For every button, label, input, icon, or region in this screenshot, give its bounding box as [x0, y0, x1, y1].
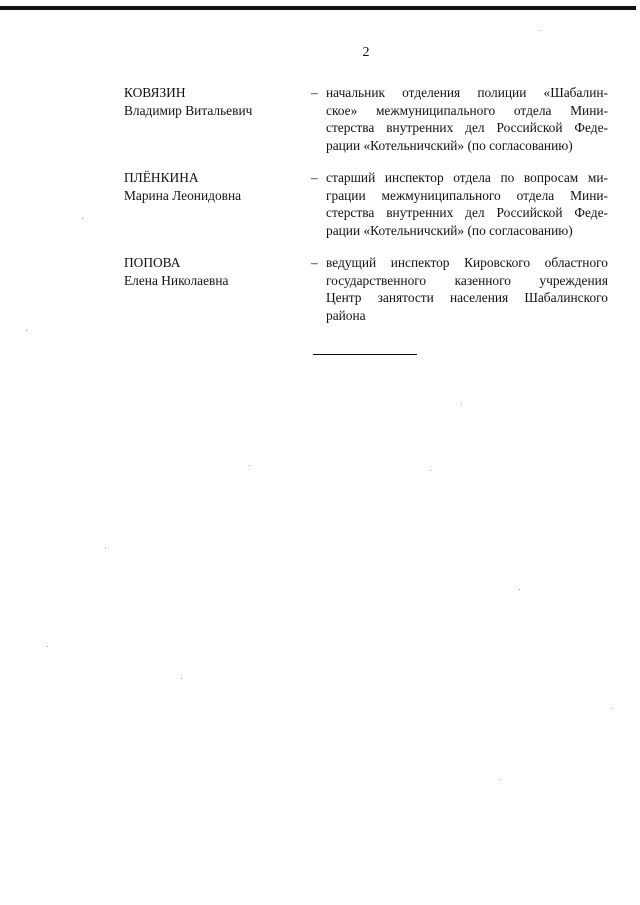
end-of-list-rule [313, 354, 417, 355]
scan-speck [82, 218, 83, 219]
role-line: района [326, 307, 366, 323]
scan-speck [249, 465, 250, 466]
member-surname: КОВЯЗИН [124, 85, 186, 100]
dash-separator: – [311, 255, 318, 270]
scan-speck [181, 678, 182, 679]
dash-separator: – [311, 85, 318, 100]
role-line: государственного казенного учреждения [326, 272, 608, 288]
member-given-names: Марина Леонидовна [124, 187, 242, 203]
role-line: ское» межмуниципального отдела Мини- [326, 102, 608, 118]
member-given-names: Владимир Витальевич [124, 102, 253, 118]
scan-speck [519, 589, 520, 590]
role-line: рации «Котельничский» (по согласованию) [326, 222, 573, 238]
member-role [326, 254, 608, 324]
scan-speck [611, 708, 612, 709]
scan-speck [461, 404, 462, 405]
member-name [124, 254, 304, 289]
member-role [326, 169, 608, 239]
member-given-names: Елена Николаевна [124, 272, 229, 288]
role-line: рации «Котельничский» (по согласованию) [326, 137, 573, 153]
role-line: стерства внутренних дел Российской Феде- [326, 205, 608, 220]
member-name [124, 169, 304, 204]
scan-speck [105, 548, 106, 549]
top-border-rule [0, 6, 636, 10]
member-role [326, 84, 608, 154]
role-line: грации межмуниципального отдела Мини- [326, 187, 608, 203]
scan-speck [430, 470, 431, 471]
role-line: ведущий инспектор Кировского областного [326, 255, 608, 270]
role-line: стерства внутренних дел Российской Феде- [326, 120, 608, 135]
role-line: начальник отделения полиции «Шабалин- [326, 85, 608, 100]
role-line: Центр занятости населения Шабалинского [326, 290, 608, 305]
member-surname: ПЛЁНКИНА [124, 170, 199, 185]
page-number: 2 [362, 45, 370, 60]
dash-separator: – [311, 170, 318, 185]
member-surname: ПОПОВА [124, 255, 181, 270]
role-line: старший инспектор отдела по вопросам ми- [326, 170, 608, 185]
scan-speck [47, 646, 48, 647]
scan-speck [540, 30, 541, 31]
scan-speck [26, 330, 27, 331]
scan-speck [500, 779, 501, 780]
member-name [124, 84, 304, 119]
